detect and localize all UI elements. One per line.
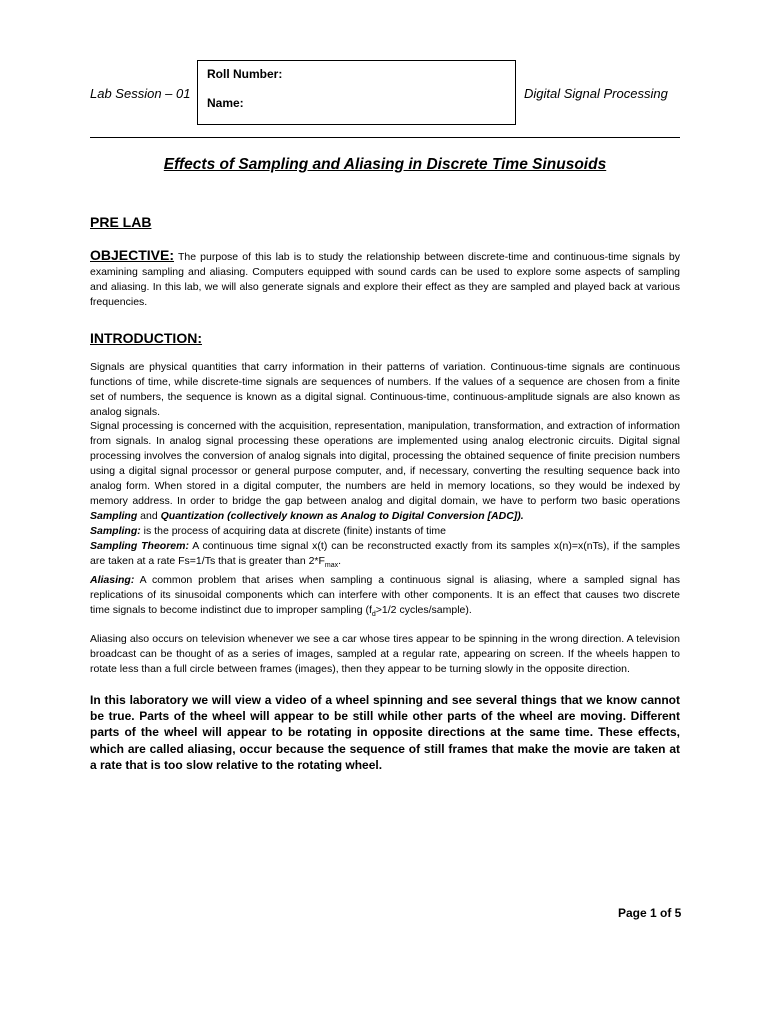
page-title: Effects of Sampling and Aliasing in Discrete Time Sinusoids	[163, 156, 607, 173]
quantization-term-inline: Quantization (collectively known as Analog to Digital Conversion [ADC]).	[160, 510, 524, 522]
intro-paragraph-4	[90, 692, 680, 773]
sampling-definition: is the process of acquiring data at discrete (finite) instants of time	[140, 525, 446, 537]
aliasing-term: Aliasing:	[90, 574, 135, 587]
intro-p2-and: and	[137, 510, 161, 522]
intro-paragraph-3	[90, 632, 680, 677]
objective-heading: OBJECTIVE:	[90, 247, 175, 263]
name-label: Name:	[207, 96, 244, 110]
page-number: Page 1 of 5	[618, 906, 682, 920]
aliasing-end: >1/2 cycles/sample).	[375, 604, 472, 617]
roll-number-label: Roll Number:	[207, 67, 283, 81]
sampling-theorem-definition: A continuous time signal x(t) can be reconstructed exactly from its samples x(n)=x(nTs), if the samples are taken at a rate Fs=1/Ts that is greater than 2*F	[90, 540, 681, 567]
course-label: Digital Signal Processing	[524, 86, 668, 101]
intro-p3-text: Aliasing also occurs on television whenever we see a car whose tires appear to be spinning in the wrong direction. A television broadcast can be thought of as a series of images, sampled at a regular rate, appearing on screen. If the wheels happen to rotate less than a full circle between frames (images), then they appear to be turning slowly in the opposite direction.	[90, 633, 680, 675]
intro-p4-text: In this laboratory we will view a video of a wheel spinning and see several things that we know cannot be true. Parts of the wheel will appear to be still while other parts of the wheel are moving. Different parts of the wheel will appear to be rotating in opposite directions at the same time. These effects, which are called aliasing, occur because the sequence of still frames that make the movie are taken at a rate that is too slow relative to the rotating wheel.	[90, 693, 680, 772]
prelab-heading: PRE LAB	[90, 214, 152, 230]
student-info-box	[197, 60, 516, 125]
sampling-theorem-end: .	[338, 555, 342, 567]
sampling-theorem-term: Sampling Theorem:	[90, 540, 189, 552]
sampling-term: Sampling:	[90, 525, 141, 537]
intro-p2-text: Signal processing is concerned with the acquisition, representation, manipulation, transformation, and extraction of information from signals. In analog signal processing these operations are implemented using analog electronic circuits. Digital signal processing involves the conversion of analog signals into digital, processing the obtained sequence of finite precision numbers using a digital signal processor or general purpose computer, and, if necessary, converting the resulting sequence back into analog form. When stored in a digital computer, the numbers are held in memory locations, so they would be indexed by memory address. In order to bridge the gap between analog and digital domain, we have to perform two basic operations	[90, 420, 680, 507]
objective-paragraph	[90, 248, 680, 310]
objective-text: The purpose of this lab is to study the relationship between discrete-time and continuous-time signals by examining sampling and aliasing. Computers equipped with sound cards can be used to explore some aspects of sampling and aliasing. In this lab, we will also generate signals and explore their effect as they are sampled and played back at various frequencies.	[90, 251, 680, 308]
fmax-subscript: max	[324, 562, 339, 570]
lab-session-label: Lab Session – 01	[90, 86, 191, 101]
header-divider	[90, 137, 680, 138]
introduction-heading: INTRODUCTION:	[90, 330, 202, 346]
fd-subscript: d	[371, 611, 376, 619]
intro-paragraph-2	[90, 419, 680, 622]
sampling-term-inline: Sampling	[90, 510, 138, 522]
aliasing-definition: A common problem that arises when sampling a continuous signal is aliasing, where a sampled signal has replications of its sinusoidal components which can interfere with other components. It is an effect that causes two discrete time signals to become indistinct due to improper sampling (f	[90, 574, 680, 617]
intro-paragraph-1	[90, 360, 680, 420]
intro-p1-text: Signals are physical quantities that carry information in their patterns of variation. Continuous-time signals are continuous functions of time, while discrete-time signals are sequences of numbers. If the values of a sequence are chosen from a finite set of numbers, the sequence is known as a digital signal. Continuous-time, continuous-amplitude signals are also known as analog signals.	[90, 361, 680, 418]
